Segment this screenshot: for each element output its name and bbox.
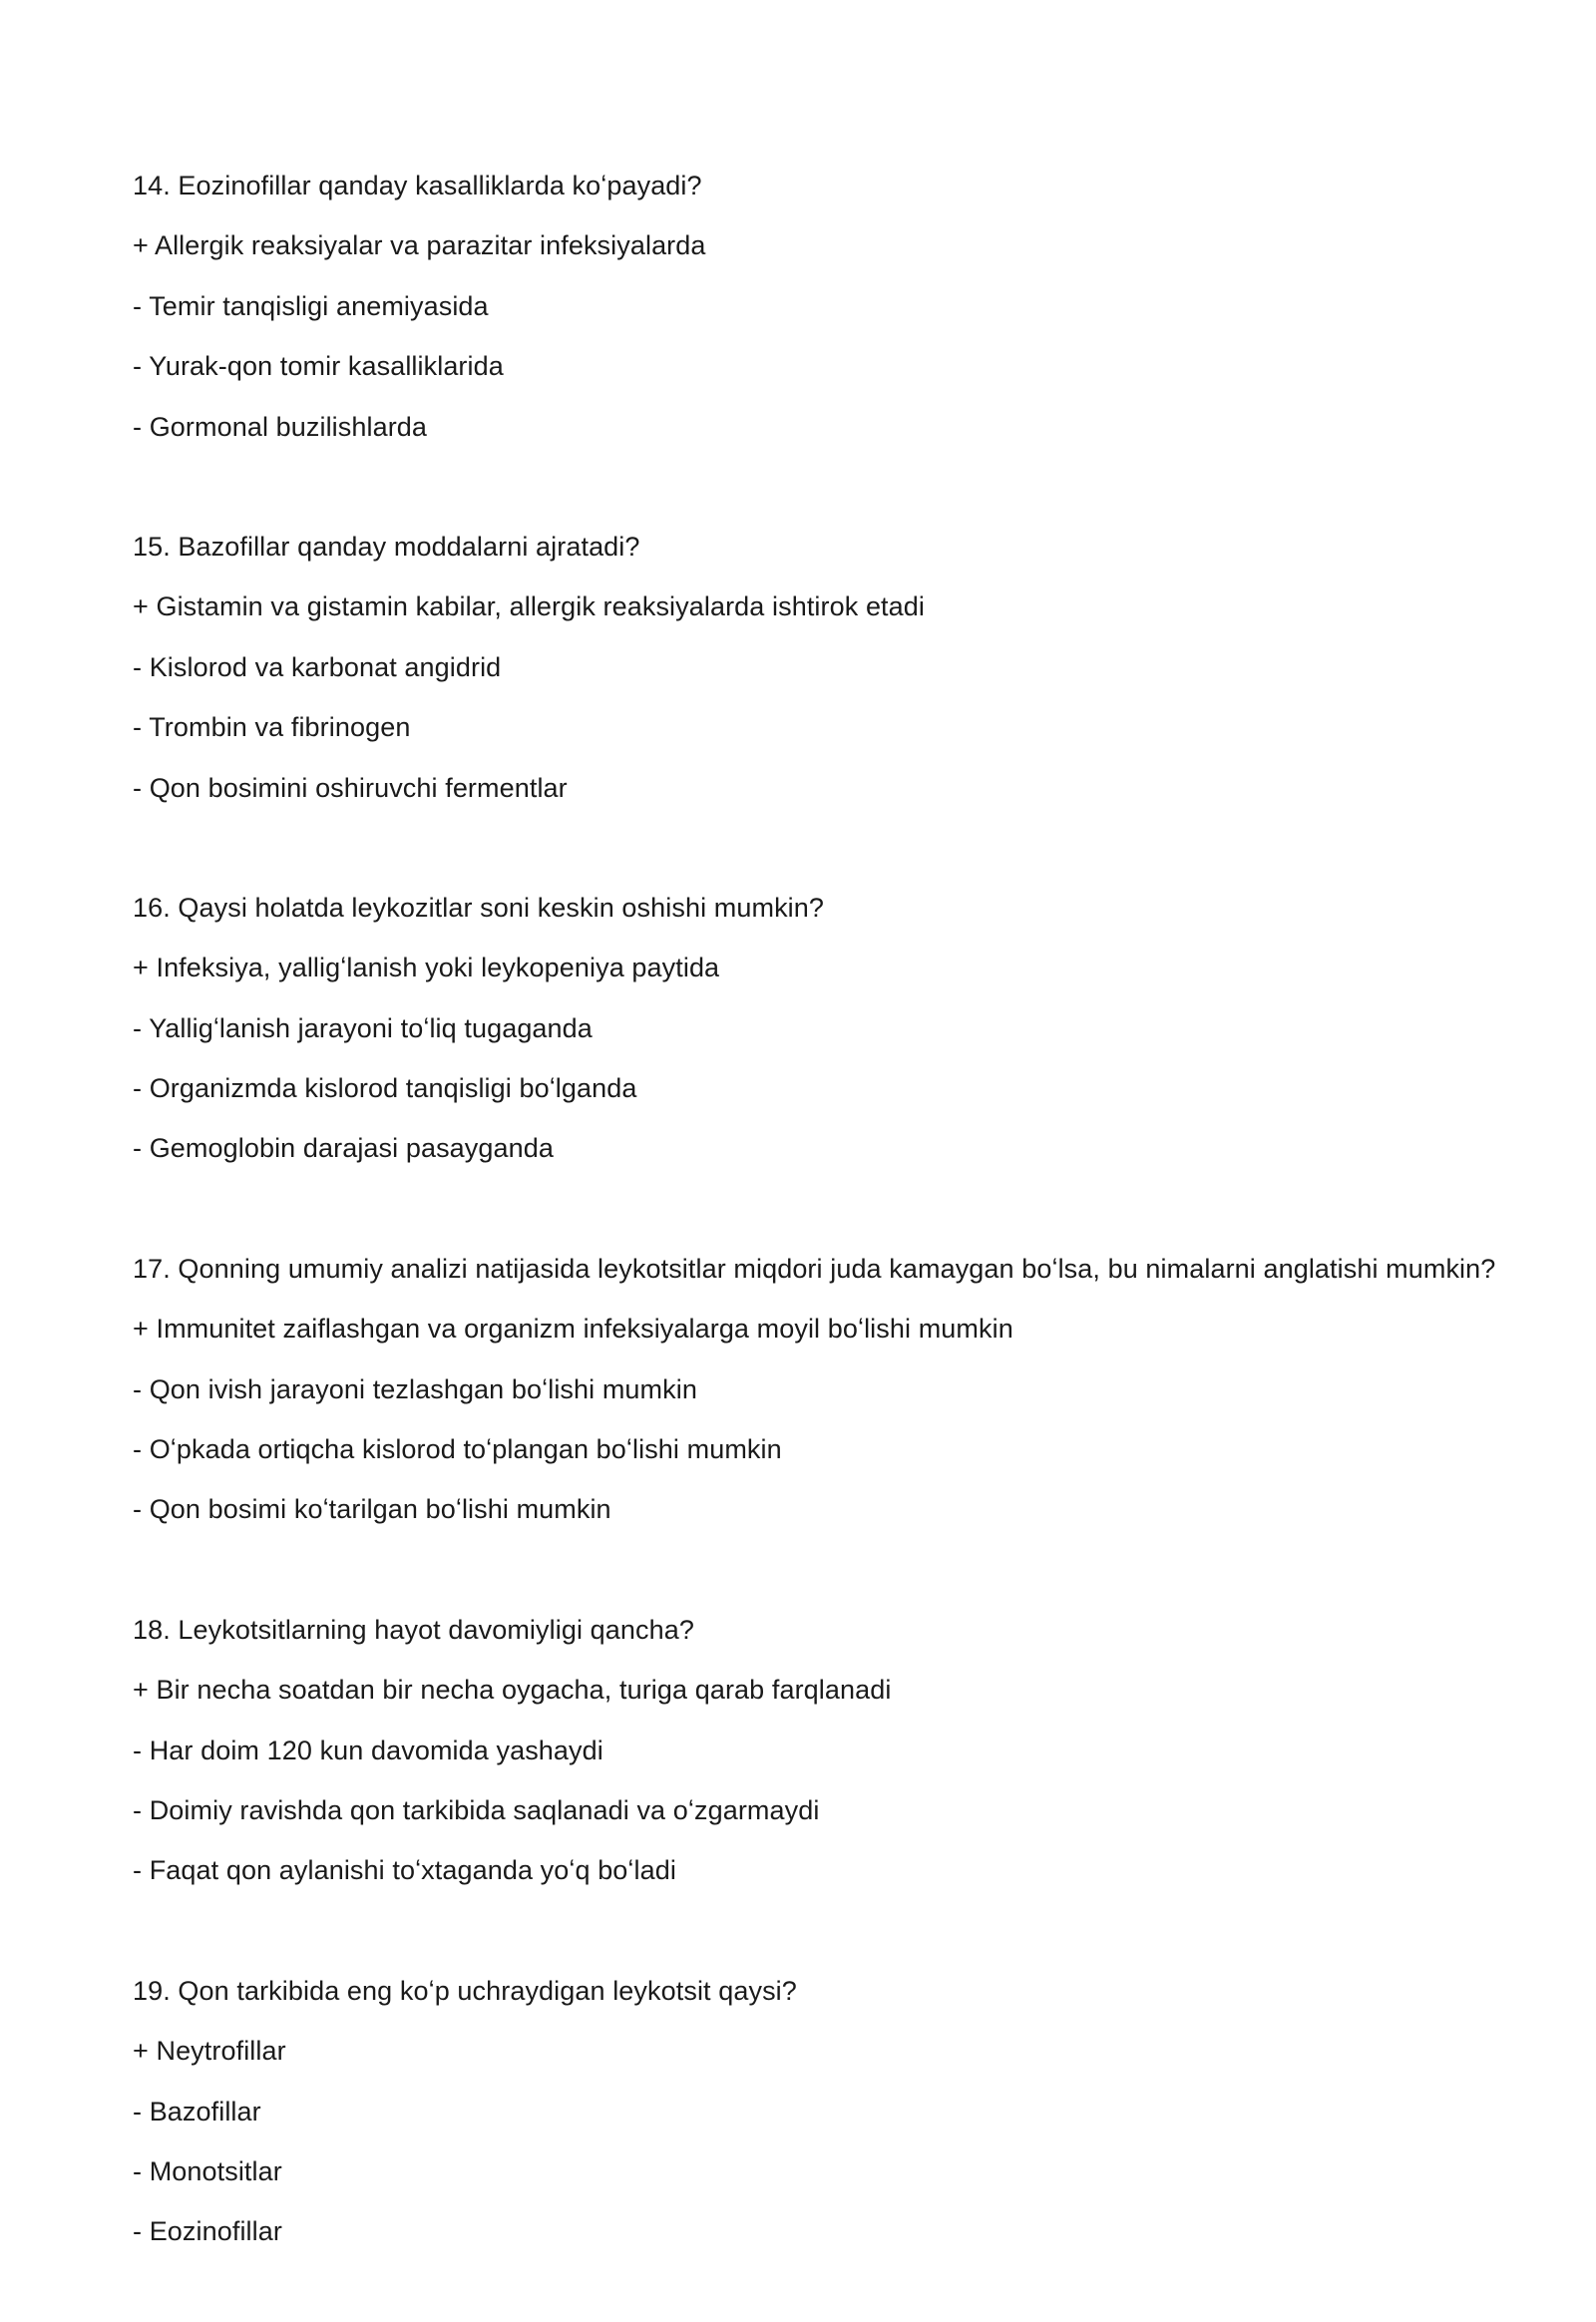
question-block-15 bbox=[133, 517, 1549, 818]
answer-option: - Eozinofillar bbox=[133, 2216, 282, 2247]
question-text: 17. Qonning umumiy analizi natijasida leykotsitlar miqdori juda kamaygan boʻlsa, bu nimalarni anglatishi mumkin? bbox=[133, 1253, 1496, 1284]
answer-option: - Monotsitlar bbox=[133, 2155, 282, 2186]
question-block-16 bbox=[133, 878, 1549, 1179]
answer-option-correct: + Gistamin va gistamin kabilar, allergik reaksiyalarda ishtirok etadi bbox=[133, 591, 925, 622]
answer-option: - Temir tanqisligi anemiyasida bbox=[133, 290, 489, 321]
answer-option: - Qon ivish jarayoni tezlashgan boʻlishi mumkin bbox=[133, 1373, 697, 1404]
question-block-18 bbox=[133, 1600, 1549, 1901]
answer-option-correct: + Infeksiya, yalligʻlanish yoki leykopeniya paytida bbox=[133, 953, 720, 983]
answer-option-correct: + Bir necha soatdan bir necha oygacha, turiga qarab farqlanadi bbox=[133, 1675, 892, 1706]
answer-option: - Qon bosimini oshiruvchi fermentlar bbox=[133, 772, 568, 803]
answer-option: - Doimiy ravishda qon tarkibida saqlanadi va oʻzgarmaydi bbox=[133, 1794, 820, 1825]
question-text: 18. Leykotsitlarning hayot davomiyligi qancha? bbox=[133, 1614, 694, 1645]
answer-option: - Yurak-qon tomir kasalliklarida bbox=[133, 351, 504, 382]
answer-option: - Gormonal buzilishlarda bbox=[133, 411, 428, 442]
answer-option: - Yalligʻlanish jarayoni toʻliq tugaganda bbox=[133, 1012, 593, 1043]
answer-option: - Organizmda kislorod tanqisligi boʻlganda bbox=[133, 1073, 637, 1104]
question-text: 14. Eozinofillar qanday kasalliklarda koʻpayadi? bbox=[133, 171, 702, 200]
answer-option: - Kislorod va karbonat angidrid bbox=[133, 651, 502, 682]
answer-option: - Qon bosimi koʻtarilgan boʻlishi mumkin bbox=[133, 1494, 611, 1525]
question-text: 15. Bazofillar qanday moddalarni ajratadi? bbox=[133, 531, 640, 562]
answer-option-correct: + Immunitet zaiflashgan va organizm infeksiyalarga moyil boʻlishi mumkin bbox=[133, 1314, 1013, 1345]
answer-option: - Faqat qon aylanishi toʻxtaganda yoʻq boʻladi bbox=[133, 1855, 676, 1886]
answer-option: - Bazofillar bbox=[133, 2096, 261, 2127]
answer-option: - Trombin va fibrinogen bbox=[133, 712, 411, 743]
question-text: 16. Qaysi holatda leykozitlar soni keskin oshishi mumkin? bbox=[133, 892, 825, 923]
answer-option: - Gemoglobin darajasi pasayganda bbox=[133, 1133, 554, 1164]
answer-option: - Har doim 120 kun davomida yashaydi bbox=[133, 1735, 603, 1765]
question-block-19 bbox=[133, 1961, 1549, 2262]
question-text: 19. Qon tarkibida eng koʻp uchraydigan leykotsit qaysi? bbox=[133, 1975, 797, 2006]
question-block-14 bbox=[133, 156, 1549, 457]
answer-option-correct: + Allergik reaksiyalar va parazitar infeksiyalarda bbox=[133, 230, 706, 261]
question-block-17 bbox=[133, 1239, 1549, 1540]
answer-option: - Oʻpkada ortiqcha kislorod toʻplangan boʻlishi mumkin bbox=[133, 1434, 782, 1465]
question-list bbox=[133, 156, 1549, 2322]
answer-option-correct: + Neytrofillar bbox=[133, 2036, 286, 2067]
